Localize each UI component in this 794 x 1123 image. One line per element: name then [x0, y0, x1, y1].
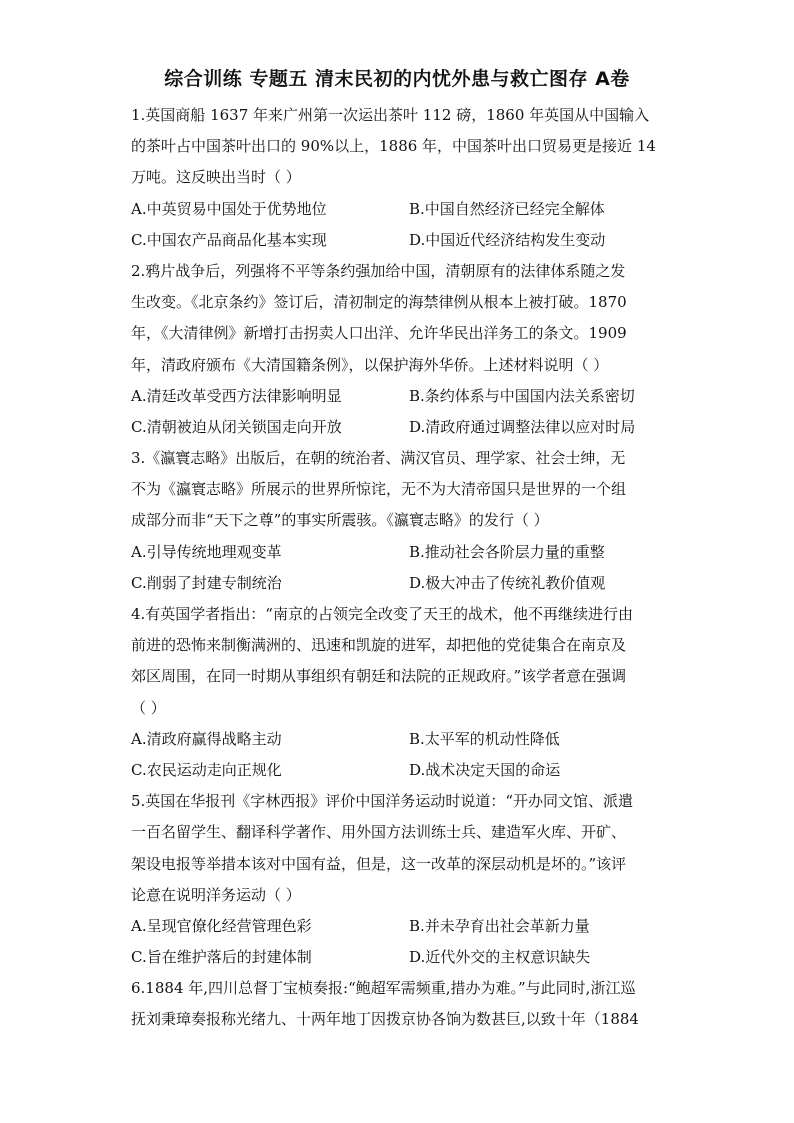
question-stem-line: （ ）: [131, 698, 166, 717]
option-b: B.并未孕育出社会革新力量: [409, 916, 590, 935]
option-a: A.中英贸易中国处于优势地位: [131, 199, 327, 218]
question-1: [131, 100, 666, 256]
question-stem-line: 的茶叶占中国茶叶出口的 90%以上，1886 年，中国茶叶出口贸易更是接近 14: [131, 137, 656, 156]
question-stem-line: 1.英国商船 1637 年来广州第一次运出茶叶 112 磅，1860 年英国从中国输入: [131, 106, 650, 124]
question-stem-line: 3.《瀛寰志略》出版后，在朝的统治者、满汉官员、理学家、社会士绅，无: [131, 449, 626, 468]
option-c: C.中国农产品商品化基本实现: [131, 230, 327, 249]
question-stem-line: 架设电报等举措本该对中国有益，但是，这一改革的深层动机是坏的。”该评: [131, 854, 627, 873]
question-4: [131, 599, 666, 786]
option-d: D.清政府通过调整法律以应对时局: [409, 417, 636, 436]
option-row: [131, 755, 666, 786]
option-b: B.条约体系与中国国内法关系密切: [409, 386, 635, 405]
page-title: 综合训练 专题五 清末民初的内忧外患与救亡图存 A卷: [164, 68, 630, 90]
question-3: [131, 443, 666, 599]
option-row: [131, 942, 666, 973]
question-stem-line: 生改变。《北京条约》签订后，清初制定的海禁律例从根本上被打破。1870: [131, 293, 627, 312]
question-stem-line: 5.英国在华报刊《字林西报》评价中国洋务运动时说道：“开办同文馆、派遣: [131, 792, 633, 811]
option-row: [131, 194, 666, 225]
question-stem-line: 不为《瀛寰志略》所展示的世界所惊诧，无不为大清帝国只是世界的一个组: [131, 480, 627, 499]
question-2: [131, 256, 666, 443]
question-stem-line: 6.1884 年,四川总督丁宝桢奏报:“鲍超军需频重,措办为难。”与此同时,浙江巡: [131, 979, 636, 998]
question-stem-line: 成部分而非“天下之尊”的事实所震骇。《瀛寰志略》的发行（ ）: [131, 511, 549, 530]
option-b: B.太平军的机动性降低: [409, 729, 560, 748]
question-stem-line: 论意在说明洋务运动（ ）: [131, 885, 301, 904]
option-d: D.极大冲击了传统礼教价值观: [409, 573, 606, 592]
option-row: [131, 225, 666, 256]
option-a: A.清政府赢得战略主动: [131, 729, 282, 748]
question-list: [131, 100, 666, 1036]
question-5: [131, 786, 666, 973]
option-c: C.削弱了封建专制统治: [131, 573, 282, 592]
option-row: [131, 911, 666, 942]
question-stem-line: 年，清政府颁布《大清国籍条例》，以保护海外华侨。上述材料说明（ ）: [131, 355, 609, 374]
option-b: B.中国自然经济已经完全解体: [409, 199, 605, 218]
option-b: B.推动社会各阶层力量的重整: [409, 542, 605, 561]
option-d: D.近代外交的主权意识缺失: [409, 948, 591, 967]
option-a: A.引导传统地理观变革: [131, 542, 282, 561]
option-c: C.清朝被迫从闭关锁国走向开放: [131, 417, 342, 436]
question-stem-line: 前进的恐怖来制衡满洲的、迅速和凯旋的进军，却把他的党徒集合在南京及: [131, 636, 627, 655]
option-row: [131, 537, 666, 568]
option-row: [131, 568, 666, 599]
option-c: C.农民运动走向正规化: [131, 760, 282, 779]
option-d: D.中国近代经济结构发生变动: [409, 230, 606, 249]
question-stem-line: 年，《大清律例》新增打击拐卖人口出洋、允许华民出洋务工的条文。1909: [131, 324, 627, 343]
question-stem-line: 一百名留学生、翻译科学著作、用外国方法训练士兵、建造军火库、开矿、: [131, 823, 627, 842]
question-stem-line: 万吨。这反映出当时（ ）: [131, 168, 301, 187]
option-row: [131, 412, 666, 443]
option-a: A.呈现官僚化经营管理色彩: [131, 916, 312, 935]
question-stem-line: 2.鸦片战争后，列强将不平等条约强加给中国，清朝原有的法律体系随之发: [131, 261, 626, 280]
option-row: [131, 724, 666, 755]
option-d: D.战术决定天国的命运: [409, 760, 561, 779]
option-a: A.清廷改革受西方法律影响明显: [131, 386, 342, 405]
question-6: [131, 973, 666, 1035]
option-c: C.旨在维护落后的封建体制: [131, 948, 312, 967]
question-stem-line: 4.有英国学者指出：“南京的占领完全改变了天王的战术，他不再继续进行由: [131, 605, 633, 623]
question-stem-line: 郊区周围，在同一时期从事组织有朝廷和法院的正规政府。”该学者意在强调: [131, 667, 627, 686]
option-row: [131, 381, 666, 412]
question-stem-line: 抚刘秉璋奏报称光绪九、十两年地丁因拨京协各饷为数甚巨,以致十年（1884: [131, 1010, 639, 1029]
